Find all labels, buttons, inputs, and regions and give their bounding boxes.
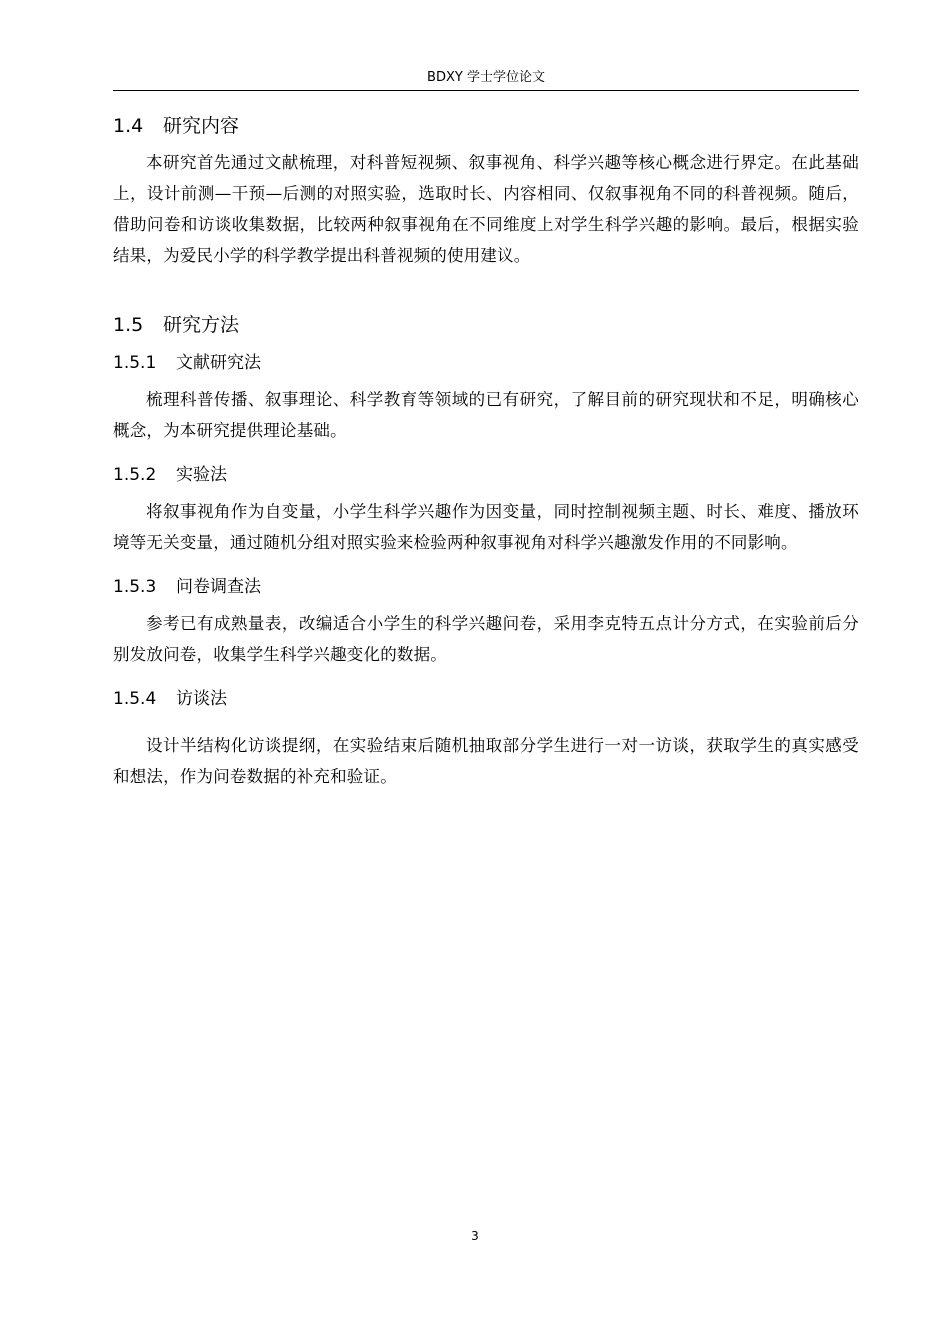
- header-title: BDXY 学士学位论文: [427, 70, 545, 85]
- page-content: [113, 112, 859, 792]
- subsection-heading-1-5-3: [113, 574, 859, 600]
- paragraph-experiment-method: 将叙事视角作为自变量，小学生科学兴趣作为因变量，同时控制视频主题、时长、难度、播放环境等无关变量，通过随机分组对照实验来检验两种叙事视角对科学兴趣激发作用的不同影响。: [113, 502, 859, 552]
- section-title: 研究内容: [163, 115, 240, 137]
- subsection-title: 访谈法: [176, 689, 227, 709]
- paragraph-interview-method: 设计半结构化访谈提纲，在实验结束后随机抽取部分学生进行一对一访谈，获取学生的真实感受和想法，作为问卷数据的补充和验证。: [113, 736, 859, 786]
- paragraph-questionnaire-method: 参考已有成熟量表，改编适合小学生的科学兴趣问卷，采用李克特五点计分方式，在实验前后分别发放问卷，收集学生科学兴趣变化的数据。: [113, 614, 859, 664]
- subsection-title: 实验法: [176, 465, 227, 485]
- section-heading-1-4: [113, 112, 859, 140]
- subsection-heading-1-5-2: [113, 462, 859, 488]
- subsection-number: 1.5.3: [113, 577, 157, 597]
- section-title: 研究方法: [163, 314, 240, 336]
- subsection-title: 问卷调查法: [176, 577, 261, 597]
- subsection-number: 1.5.2: [113, 465, 157, 485]
- subsection-heading-1-5-4: [113, 686, 859, 712]
- page-number: 3: [471, 1229, 479, 1243]
- subsection-heading-1-5-1: [113, 350, 859, 376]
- page-header: [113, 66, 859, 91]
- subsection-number: 1.5.4: [113, 689, 157, 709]
- paragraph-literature-method: 梳理科普传播、叙事理论、科学教育等领域的已有研究，了解目前的研究现状和不足，明确核心概念，为本研究提供理论基础。: [113, 390, 859, 440]
- section-heading-1-5: [113, 311, 859, 339]
- subsection-number: 1.5.1: [113, 353, 157, 373]
- subsection-title: 文献研究法: [176, 353, 261, 373]
- section-number: 1.5: [113, 314, 144, 336]
- page-footer: [0, 1229, 950, 1243]
- paragraph-research-content: 本研究首先通过文献梳理，对科普短视频、叙事视角、科学兴趣等核心概念进行界定。在此基础上，设计前测—干预—后测的对照实验，选取时长、内容相同、仅叙事视角不同的科普视频。随后，借助问卷和访谈收集数据，比较两种叙事视角在不同维度上对学生科学兴趣的影响。最后，根据实验结果，为爱民小学的科学教学提出科普视频的使用建议。: [113, 153, 859, 265]
- section-number: 1.4: [113, 115, 144, 137]
